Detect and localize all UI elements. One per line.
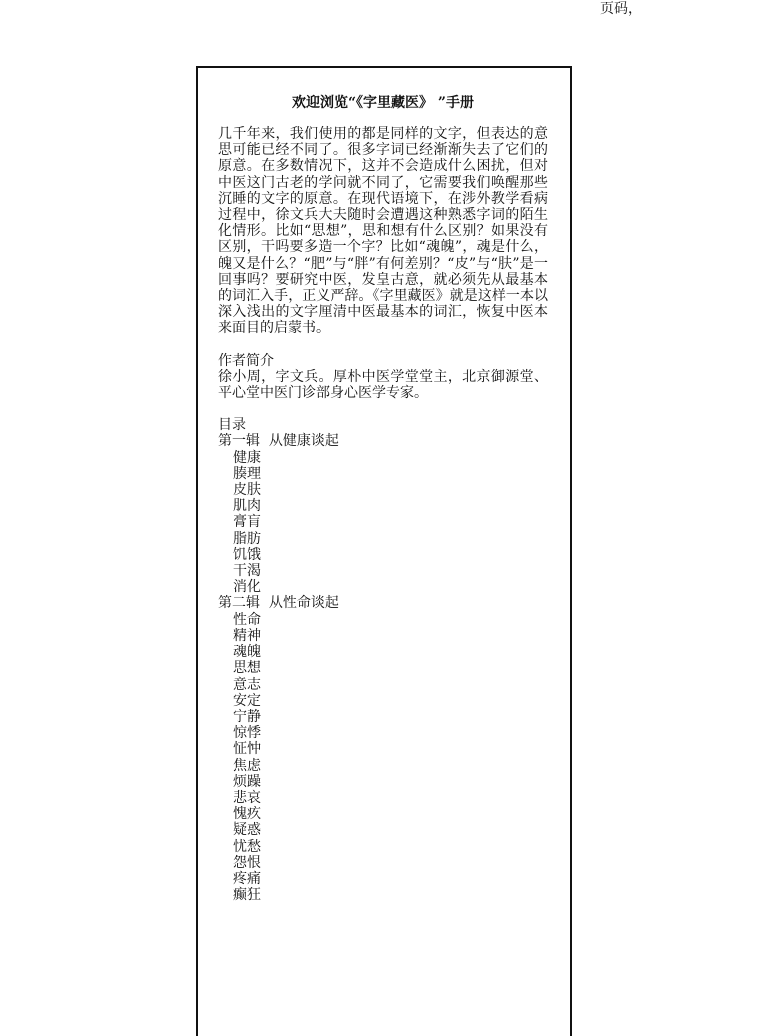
toc-item: 焦虑 bbox=[233, 757, 261, 774]
document-title: 欢迎浏览“《字里藏医》 ”手册 bbox=[292, 95, 474, 111]
toc-item: 魂魄 bbox=[233, 644, 261, 661]
toc-item: 肌肉 bbox=[233, 498, 261, 515]
document-content bbox=[218, 94, 548, 903]
toc-item: 悲哀 bbox=[233, 789, 261, 806]
toc-item: 惊悸 bbox=[233, 725, 261, 742]
table-of-contents bbox=[218, 417, 548, 903]
toc-item: 干渴 bbox=[233, 563, 261, 580]
toc-item: 愧疚 bbox=[233, 806, 261, 823]
toc-part-title: 第一辑 从健康谈起 bbox=[218, 433, 339, 450]
author-heading: 作者简介 bbox=[218, 352, 274, 369]
toc-item: 怨恨 bbox=[233, 854, 261, 871]
toc-item: 精神 bbox=[233, 627, 261, 644]
author-section bbox=[218, 353, 548, 402]
toc-item: 性命 bbox=[233, 611, 261, 628]
toc-item: 消化 bbox=[233, 579, 261, 596]
toc-part-title: 第二辑 从性命谈起 bbox=[218, 595, 339, 612]
toc-item: 怔忡 bbox=[233, 741, 261, 758]
spacer bbox=[218, 401, 548, 417]
toc-item: 思想 bbox=[233, 660, 261, 677]
toc-item: 腠理 bbox=[233, 465, 261, 482]
toc-item: 疼痛 bbox=[233, 870, 261, 887]
toc-item: 忧愁 bbox=[233, 838, 261, 855]
toc-item: 意志 bbox=[233, 676, 261, 693]
toc-item: 膏肓 bbox=[233, 514, 261, 531]
spacer bbox=[218, 337, 548, 353]
toc-heading: 目录 bbox=[218, 417, 246, 434]
toc-item: 烦躁 bbox=[233, 773, 261, 790]
page-number-label: 页码， bbox=[600, 1, 642, 17]
toc-item: 脂肪 bbox=[233, 530, 261, 547]
toc-item: 癫狂 bbox=[233, 887, 261, 904]
intro-paragraph: 几千年来，我们使用的都是同样的文字，但表达的意思可能已经不同了。很多字词已经渐渐失去了它们的原意。在多数情况下，这并不会造成什么困扰，但对中医这门古老的学问就不同了，它需要我们唤醒那些沉睡的文字的原意。在现代语境下，在涉外教学看病过程中，徐文兵大夫随时会遭遇这种熟悉字词的陌生化情形。比如“思想”，思和想有什么区别？如果没有区别，干吗要多造一个字？比如“魂魄”，魂是什么，魄又是什么？“肥”与“胖”有何差别？“皮”与“肤”是一回事吗？要研究中医，发皇古意，就必须先从最基本的词汇入手，正义严辞。《字里藏医》就是这样一本以深入浅出的文字厘清中医最基本的词汇，恢复中医本来面目的启蒙书。 bbox=[218, 126, 548, 337]
toc-item: 安定 bbox=[233, 692, 261, 709]
author-text: 徐小周，字文兵。厚朴中医学堂堂主，北京御源堂、平心堂中医门诊部身心医学专家。 bbox=[218, 368, 548, 402]
toc-item: 皮肤 bbox=[233, 482, 261, 499]
toc-item: 饥饿 bbox=[233, 546, 261, 563]
toc-item: 疑惑 bbox=[233, 822, 261, 839]
toc-item: 宁静 bbox=[233, 708, 261, 725]
toc-item: 健康 bbox=[233, 449, 261, 466]
